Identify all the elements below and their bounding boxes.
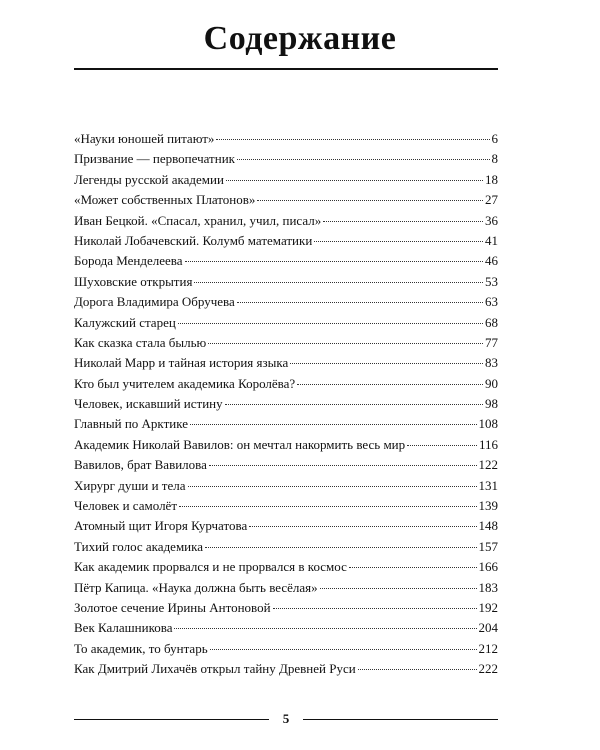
toc-entry-page: 116 [478,436,498,452]
toc-entry-title: Пётр Капица. «Наука должна быть весёлая» [74,579,318,595]
toc-entry-title: Человек, искавший истину [74,396,223,412]
toc-entry-page: 108 [478,416,498,432]
toc-entry-page: 68 [485,314,498,330]
page-title: Содержание [203,20,397,57]
toc-dot-leader [290,363,483,364]
toc-entry-page: 6 [491,131,498,146]
toc-entry-title: Как Дмитрий Лихачёв открыл тайну Древней Руси [74,661,356,677]
footer-divider-left [74,719,269,720]
toc-entry-page: 122 [478,457,498,473]
toc-dot-leader [273,608,477,609]
toc-entry-title: Борода Менделеева [74,253,183,269]
toc-entry[interactable] [74,478,498,498]
toc-entry-title: Академик Николай Вавилов: он мечтал накормить весь мир [74,436,406,452]
toc-entry-page: 90 [485,375,498,391]
toc-entry-title: Хирург души и тела [74,477,186,493]
toc-entry-title: Николай Лобачевский. Колумб математики [74,232,313,248]
toc-entry[interactable] [74,274,498,294]
toc-dot-leader [358,669,477,670]
toc-entry-page: 148 [478,518,498,534]
toc-entry-title: Век Калашникова [74,620,173,636]
toc-entry-title: Шуховские открытия [74,273,193,289]
toc-entry-page: 77 [485,334,498,350]
toc-entry-page: 204 [478,620,498,636]
toc-entry[interactable] [74,294,498,314]
toc-entry-title: Как академик прорвался и не прорвался в космос [74,559,347,575]
toc-entry-title: Калужский старец [74,314,176,330]
toc-dot-leader [210,649,477,650]
toc-entry-title: Золотое сечение Ирины Антоновой [74,599,271,615]
toc-dot-leader [185,261,484,262]
toc-entry[interactable] [74,376,498,396]
toc-dot-leader [205,547,476,548]
toc-dot-leader [178,323,483,324]
toc-entry-page: 157 [478,538,498,554]
toc-entry[interactable] [74,437,498,457]
toc-entry[interactable] [74,192,498,212]
toc-entry-page: 46 [485,253,498,269]
toc-entry[interactable] [74,172,498,192]
toc-dot-leader [179,506,476,507]
toc-dot-leader [226,180,483,181]
toc-entry[interactable] [74,315,498,335]
toc-dot-leader [320,588,477,589]
toc-entry-page: 222 [478,661,498,677]
toc-entry[interactable] [74,213,498,233]
toc-dot-leader [314,241,483,242]
toc-entry-title: Дорога Владимира Обручева [74,294,235,310]
toc-entry[interactable] [74,457,498,477]
toc-entry-title: Вавилов, брат Вавилова [74,457,207,473]
toc-entry-title: «Науки юношей питают» [74,131,215,146]
toc-entry[interactable] [74,580,498,600]
toc-entry-page: 131 [478,477,498,493]
page-footer [74,711,498,727]
toc-dot-leader [407,445,477,446]
toc-entry[interactable] [74,539,498,559]
toc-entry-page: 27 [485,192,498,208]
toc-entry-title: «Может собственных Платонов» [74,192,256,208]
toc-entry-page: 8 [491,151,498,167]
toc-entry-page: 212 [478,640,498,656]
toc-dot-leader [323,221,483,222]
toc-entry[interactable] [74,151,498,171]
toc-entry-title: Как сказка стала былью [74,334,207,350]
toc-entry-title: Человек и самолёт [74,498,178,514]
toc-dot-leader [237,159,490,160]
toc-entry[interactable] [74,600,498,620]
toc-dot-leader [249,526,476,527]
toc-entry[interactable] [74,559,498,579]
toc-entry[interactable] [74,518,498,538]
title-divider [74,68,498,70]
toc-entry-title: Легенды русской академии [74,171,224,187]
toc-entry-page: 63 [485,294,498,310]
toc-entry-title: Призвание — первопечатник [74,151,235,167]
toc-entry-page: 36 [485,212,498,228]
toc-entry-page: 83 [485,355,498,371]
toc-dot-leader [349,567,477,568]
toc-entry[interactable] [74,233,498,253]
toc-entry-title: Тихий голос академика [74,538,204,554]
toc-entry-title: То академик, то бунтарь [74,640,208,656]
toc-entry[interactable] [74,253,498,273]
toc-entry-page: 98 [485,396,498,412]
toc-dot-leader [237,302,483,303]
toc-dot-leader [225,404,483,405]
toc-entry-page: 183 [478,579,498,595]
toc-entry[interactable] [74,661,498,681]
footer-divider-right [303,719,498,720]
toc-dot-leader [297,384,483,385]
toc-entry[interactable] [74,335,498,355]
toc-entry[interactable] [74,396,498,416]
toc-entry[interactable] [74,131,498,151]
toc-dot-leader [194,282,483,283]
toc-entry-title: Главный по Арктике [74,416,188,432]
toc-entry[interactable] [74,620,498,640]
table-of-contents [74,131,498,682]
toc-entry-title: Иван Бецкой. «Спасал, хранил, учил, писал» [74,212,322,228]
toc-dot-leader [257,200,483,201]
toc-entry-title: Кто был учителем академика Королёва? [74,375,296,391]
toc-dot-leader [190,424,477,425]
toc-dot-leader [216,139,489,140]
toc-dot-leader [188,486,477,487]
toc-entry-page: 18 [485,171,498,187]
toc-entry-page: 139 [478,498,498,514]
toc-entry-title: Николай Марр и тайная история языка [74,355,289,371]
page-number: 5 [282,711,290,726]
toc-dot-leader [209,465,477,466]
toc-dot-leader [174,628,476,629]
toc-entry[interactable] [74,416,498,436]
toc-entry-page: 166 [478,559,498,575]
toc-dot-leader [208,343,483,344]
toc-entry[interactable] [74,641,498,661]
toc-entry-page: 192 [478,599,498,615]
toc-entry[interactable] [74,355,498,375]
toc-entry[interactable] [74,498,498,518]
toc-entry-page: 53 [485,273,498,289]
toc-entry-page: 41 [485,232,498,248]
toc-entry-title: Атомный щит Игоря Курчатова [74,518,248,534]
